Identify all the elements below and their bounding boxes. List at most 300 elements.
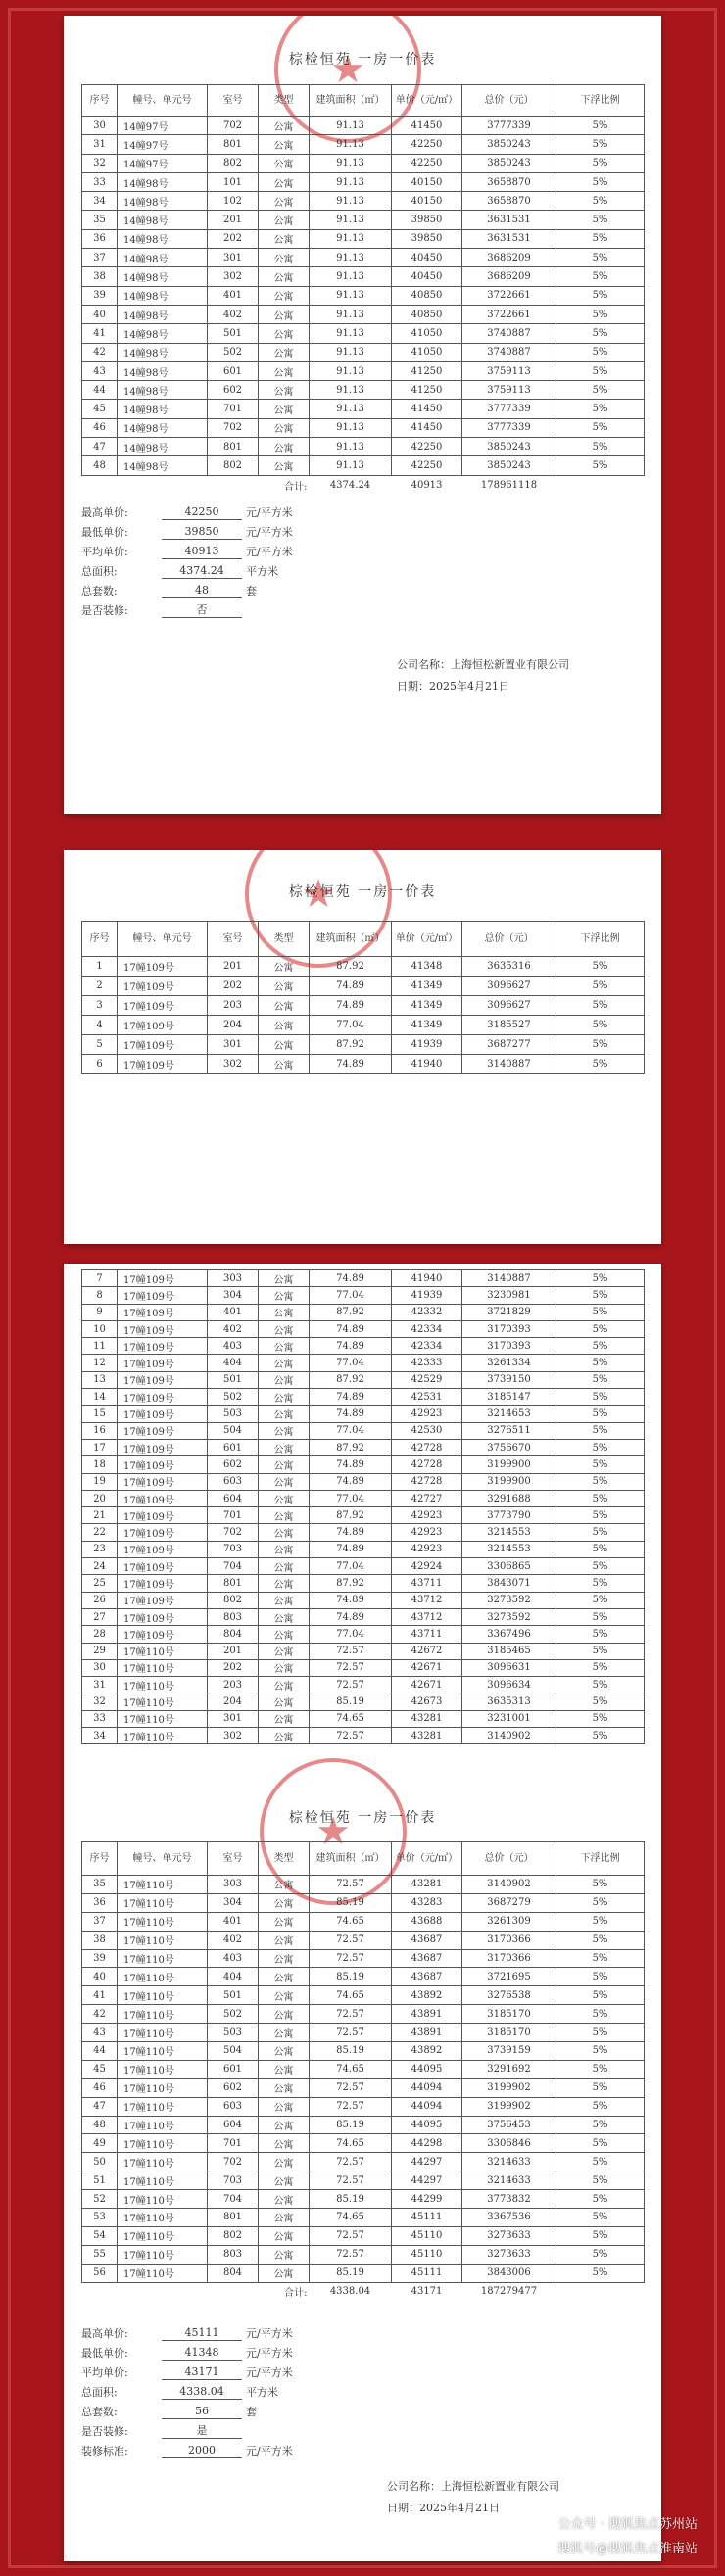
summary-unit: 元/平方米 (246, 2347, 293, 2360)
cell-room: 603 (208, 1473, 259, 1490)
cell-building: 17幢110号 (118, 2005, 208, 2024)
cell-index: 2 (82, 977, 118, 996)
cell-area: 87.92 (310, 1439, 392, 1455)
cell-unit-price: 41349 (392, 1016, 462, 1035)
table-row (82, 1643, 645, 1659)
cell-building: 17幢109号 (118, 1575, 208, 1592)
cell-discount: 5% (556, 1541, 645, 1557)
column-header: 建筑面积（㎡） (310, 922, 392, 957)
cell-area: 72.57 (310, 1931, 392, 1949)
cell-discount: 5% (556, 381, 645, 400)
table-row (82, 1389, 645, 1406)
cell-unit-price: 42250 (392, 438, 462, 456)
cell-unit-price: 43711 (392, 1575, 462, 1592)
table-row (82, 229, 645, 248)
cell-index: 3 (82, 996, 118, 1016)
cell-total-price: 3214653 (462, 1406, 556, 1422)
cell-type: 公寓 (259, 2264, 310, 2282)
summary-row (81, 2341, 293, 2361)
cell-building: 17幢109号 (118, 1016, 208, 1035)
cell-total-price: 3777339 (462, 400, 556, 418)
cell-index: 1 (82, 957, 118, 977)
summary-label: 总面积: (81, 2386, 118, 2399)
table-row (82, 2245, 645, 2264)
cell-total-price: 3140887 (462, 1270, 556, 1287)
cell-building: 17幢109号 (118, 1035, 208, 1055)
cell-unit-price: 43687 (392, 1931, 462, 1949)
cell-area: 72.57 (310, 2078, 392, 2097)
cell-discount: 5% (556, 2097, 645, 2116)
cell-index: 33 (82, 172, 118, 191)
cell-total-price: 3185147 (462, 1389, 556, 1406)
cell-index: 16 (82, 1422, 118, 1439)
cell-area: 72.57 (310, 1949, 392, 1968)
cell-discount: 5% (556, 1659, 645, 1676)
cell-unit-price: 43712 (392, 1592, 462, 1608)
cell-area: 72.57 (310, 2171, 392, 2190)
cell-type: 公寓 (259, 361, 310, 380)
company-name: 公司名称：上海恒松新置业有限公司 (387, 2480, 559, 2493)
cell-room: 602 (208, 1456, 259, 1473)
cell-area: 74.89 (310, 1473, 392, 1490)
cell-room: 602 (208, 2078, 259, 2097)
cell-room: 403 (208, 1338, 259, 1355)
cell-index: 56 (82, 2264, 118, 2282)
cell-total-price: 3843071 (462, 1575, 556, 1592)
cell-building: 14幢98号 (118, 324, 208, 343)
cell-building: 17幢110号 (118, 1931, 208, 1949)
cell-building: 14幢98号 (118, 249, 208, 267)
column-header: 室号 (208, 85, 259, 117)
cell-index: 15 (82, 1406, 118, 1422)
cell-index: 4 (82, 1016, 118, 1035)
summary-value: 4374.24 (162, 563, 242, 579)
column-header: 类型 (259, 85, 310, 117)
cell-room: 201 (208, 211, 259, 229)
cell-index: 34 (82, 192, 118, 211)
cell-unit-price: 41450 (392, 418, 462, 437)
watermark (535, 2513, 698, 2556)
cell-index: 26 (82, 1592, 118, 1608)
cell-room: 301 (208, 1035, 259, 1055)
cell-total-price: 3199900 (462, 1456, 556, 1473)
cell-unit-price: 42728 (392, 1473, 462, 1490)
cell-building: 17幢110号 (118, 1968, 208, 1986)
cell-room: 601 (208, 2060, 259, 2078)
summary-value: 56 (162, 2404, 242, 2419)
cell-total-price: 3686209 (462, 249, 556, 267)
summary-value: 40913 (162, 544, 242, 559)
cell-unit-price: 42250 (392, 135, 462, 154)
cell-area: 91.13 (310, 249, 392, 267)
summary-row (81, 540, 293, 559)
cell-unit-price: 42672 (392, 1643, 462, 1659)
cell-area: 91.13 (310, 400, 392, 418)
cell-index: 13 (82, 1371, 118, 1388)
cell-total-price: 3721829 (462, 1304, 556, 1320)
empty-cell (118, 2282, 208, 2301)
cell-total-price: 3170366 (462, 1949, 556, 1968)
cell-discount: 5% (556, 267, 645, 286)
cell-index: 21 (82, 1507, 118, 1524)
cell-total-price: 3306865 (462, 1558, 556, 1575)
cell-room: 703 (208, 1541, 259, 1557)
cell-type: 公寓 (259, 2060, 310, 2078)
cell-building: 17幢109号 (118, 996, 208, 1016)
cell-unit-price: 43281 (392, 1876, 462, 1894)
cell-total-price: 3096627 (462, 996, 556, 1016)
table-row (82, 2209, 645, 2227)
cell-total-price: 3306846 (462, 2134, 556, 2153)
cell-index: 42 (82, 343, 118, 361)
table-row (82, 1912, 645, 1931)
cell-building: 17幢110号 (118, 1677, 208, 1693)
cell-discount: 5% (556, 154, 645, 172)
cell-discount: 5% (556, 1287, 645, 1304)
cell-total-price: 3773790 (462, 1507, 556, 1524)
summary-value: 是 (162, 2423, 242, 2439)
cell-type: 公寓 (259, 1558, 310, 1575)
cell-building: 14幢98号 (118, 305, 208, 323)
cell-unit-price: 43281 (392, 1710, 462, 1727)
cell-unit-price: 40150 (392, 172, 462, 191)
cell-unit-price: 43687 (392, 1968, 462, 1986)
cell-type: 公寓 (259, 381, 310, 400)
cell-area: 77.04 (310, 1422, 392, 1439)
summary-row (81, 2439, 293, 2458)
cell-building: 17幢110号 (118, 2209, 208, 2227)
summary-value: 39850 (162, 524, 242, 540)
cell-type: 公寓 (259, 957, 310, 977)
cell-unit-price: 42333 (392, 1355, 462, 1371)
cell-room: 404 (208, 1355, 259, 1371)
cell-index: 30 (82, 117, 118, 135)
cell-discount: 5% (556, 2190, 645, 2209)
cell-area: 77.04 (310, 1287, 392, 1304)
cell-room: 203 (208, 1677, 259, 1693)
column-header: 幢号、单元号 (118, 1842, 208, 1876)
cell-type: 公寓 (259, 1677, 310, 1693)
table-row (82, 1968, 645, 1986)
cell-index: 12 (82, 1355, 118, 1371)
cell-discount: 5% (556, 361, 645, 380)
cell-index: 22 (82, 1524, 118, 1541)
cell-unit-price: 42923 (392, 1524, 462, 1541)
cell-room: 402 (208, 1320, 259, 1337)
cell-discount: 5% (556, 1406, 645, 1422)
cell-area: 91.13 (310, 286, 392, 305)
cell-total-price: 3722661 (462, 305, 556, 323)
cell-type: 公寓 (259, 305, 310, 323)
table-row (82, 1626, 645, 1643)
cell-area: 72.57 (310, 1876, 392, 1894)
cell-area: 85.19 (310, 1893, 392, 1912)
cell-room: 202 (208, 977, 259, 996)
cell-type: 公寓 (259, 211, 310, 229)
cell-room: 801 (208, 135, 259, 154)
cell-building: 17幢110号 (118, 1986, 208, 2005)
cell-unit-price: 41050 (392, 324, 462, 343)
cell-area: 74.89 (310, 1592, 392, 1608)
cell-building: 17幢110号 (118, 2042, 208, 2061)
cell-room: 403 (208, 1949, 259, 1968)
cell-total-price: 3687279 (462, 1893, 556, 1912)
cell-unit-price: 44298 (392, 2134, 462, 2153)
cell-type: 公寓 (259, 456, 310, 475)
cell-unit-price: 42728 (392, 1439, 462, 1455)
cell-type: 公寓 (259, 1693, 310, 1710)
cell-discount: 5% (556, 1728, 645, 1744)
cell-discount: 5% (556, 1371, 645, 1388)
cell-building: 17幢110号 (118, 2078, 208, 2097)
summary-value: 48 (162, 583, 242, 598)
cell-unit-price: 43891 (392, 2005, 462, 2024)
column-header: 下浮比例 (556, 1842, 645, 1876)
cell-area: 74.65 (310, 1912, 392, 1931)
summary-unit: 平方米 (246, 565, 278, 578)
cell-room: 202 (208, 229, 259, 248)
summary-value: 42250 (162, 504, 242, 520)
cell-area: 91.13 (310, 418, 392, 437)
column-header: 幢号、单元号 (118, 922, 208, 957)
cell-type: 公寓 (259, 1422, 310, 1439)
cell-type: 公寓 (259, 1507, 310, 1524)
cell-discount: 5% (556, 192, 645, 211)
cell-total-price: 3230981 (462, 1287, 556, 1304)
cell-area: 72.57 (310, 2005, 392, 2024)
cell-total-price: 3686209 (462, 267, 556, 286)
company-block (397, 654, 569, 697)
column-header: 下浮比例 (556, 922, 645, 957)
cell-building: 17幢110号 (118, 2060, 208, 2078)
table-row (82, 1575, 645, 1592)
cell-unit-price: 42727 (392, 1490, 462, 1506)
cell-type: 公寓 (259, 286, 310, 305)
summary-label: 最高单价: (81, 506, 128, 519)
cell-room: 803 (208, 2245, 259, 2264)
cell-building: 17幢110号 (118, 2171, 208, 2190)
cell-type: 公寓 (259, 2097, 310, 2116)
table-row (82, 400, 645, 418)
table-row (82, 343, 645, 361)
cell-discount: 5% (556, 400, 645, 418)
cell-room: 603 (208, 2097, 259, 2116)
cell-total-price: 3096634 (462, 1677, 556, 1693)
cell-area: 74.89 (310, 996, 392, 1016)
cell-area: 91.13 (310, 456, 392, 475)
cell-unit-price: 42250 (392, 456, 462, 475)
cell-building: 17幢109号 (118, 957, 208, 977)
column-header: 总价（元） (462, 922, 556, 957)
cell-room: 702 (208, 418, 259, 437)
table-row (82, 1541, 645, 1557)
cell-unit-price: 41348 (392, 957, 462, 977)
cell-total-price: 3850243 (462, 438, 556, 456)
cell-type: 公寓 (259, 1912, 310, 1931)
table-row (82, 211, 645, 229)
cell-discount: 5% (556, 117, 645, 135)
cell-area: 74.89 (310, 1541, 392, 1557)
column-header: 序号 (82, 1842, 118, 1876)
cell-index: 37 (82, 1912, 118, 1931)
cell-discount: 5% (556, 1490, 645, 1506)
summary-row (81, 520, 293, 540)
cell-unit-price: 42923 (392, 1541, 462, 1557)
cell-discount: 5% (556, 1693, 645, 1710)
cell-building: 17幢109号 (118, 1304, 208, 1320)
cell-building: 17幢110号 (118, 1710, 208, 1727)
cell-type: 公寓 (259, 1626, 310, 1643)
cell-discount: 5% (556, 1626, 645, 1643)
cell-total-price: 3740887 (462, 324, 556, 343)
cell-unit-price: 43892 (392, 1986, 462, 2005)
summary-value: 否 (162, 602, 242, 618)
cell-total-price: 3721695 (462, 1968, 556, 1986)
cell-total-price: 3231001 (462, 1710, 556, 1727)
cell-discount: 5% (556, 2024, 645, 2042)
cell-room: 702 (208, 2153, 259, 2171)
cell-discount: 5% (556, 1575, 645, 1592)
price-sheet-3 (64, 1264, 661, 2561)
cell-building: 17幢109号 (118, 1338, 208, 1355)
table-row (82, 192, 645, 211)
cell-room: 702 (208, 117, 259, 135)
price-table (81, 84, 645, 495)
cell-total-price: 3199902 (462, 2097, 556, 2116)
cell-area: 74.89 (310, 1608, 392, 1625)
cell-room: 501 (208, 324, 259, 343)
cell-index: 30 (82, 1659, 118, 1676)
table-row (82, 1507, 645, 1524)
cell-room: 804 (208, 1626, 259, 1643)
cell-unit-price: 43688 (392, 1912, 462, 1931)
cell-unit-price: 42923 (392, 1406, 462, 1422)
cell-building: 17幢110号 (118, 1659, 208, 1676)
summary-unit: 平方米 (246, 2386, 278, 2399)
cell-room: 601 (208, 361, 259, 380)
cell-index: 51 (82, 2171, 118, 2190)
empty-cell (82, 475, 118, 495)
cell-unit-price: 40850 (392, 286, 462, 305)
cell-unit-price: 45110 (392, 2226, 462, 2245)
cell-building: 17幢109号 (118, 1406, 208, 1422)
cell-building: 17幢109号 (118, 1320, 208, 1337)
cell-unit-price: 41940 (392, 1055, 462, 1074)
summary-unit: 元/平方米 (246, 546, 293, 558)
cell-unit-price: 42334 (392, 1320, 462, 1337)
cell-building: 14幢98号 (118, 192, 208, 211)
cell-unit-price: 42250 (392, 154, 462, 172)
cell-discount: 5% (556, 1507, 645, 1524)
table-row (82, 1949, 645, 1968)
summary-label: 是否装修: (81, 2425, 128, 2438)
cell-area: 91.13 (310, 324, 392, 343)
cell-index: 35 (82, 1876, 118, 1894)
cell-type: 公寓 (259, 977, 310, 996)
cell-discount: 5% (556, 211, 645, 229)
cell-total-price: 3631531 (462, 229, 556, 248)
table-row (82, 1338, 645, 1355)
issue-date: 日期：2025年4月21日 (397, 680, 509, 692)
cell-type: 公寓 (259, 1055, 310, 1074)
cell-building: 14幢98号 (118, 229, 208, 248)
cell-total-price: 3759113 (462, 381, 556, 400)
cell-area: 72.57 (310, 2153, 392, 2171)
cell-unit-price: 41050 (392, 343, 462, 361)
cell-discount: 5% (556, 418, 645, 437)
cell-area: 91.13 (310, 267, 392, 286)
table-row (82, 418, 645, 437)
summary-unit: 元/平方米 (246, 506, 293, 519)
cell-total-price: 3096627 (462, 977, 556, 996)
cell-discount: 5% (556, 1524, 645, 1541)
cell-discount: 5% (556, 1055, 645, 1074)
cell-discount: 5% (556, 1338, 645, 1355)
cell-discount: 5% (556, 1710, 645, 1727)
cell-type: 公寓 (259, 2134, 310, 2153)
cell-unit-price: 45110 (392, 2245, 462, 2264)
cell-room: 802 (208, 154, 259, 172)
cell-total-price: 3276538 (462, 1986, 556, 2005)
total-area: 4374.24 (329, 479, 371, 491)
cell-room: 401 (208, 1912, 259, 1931)
cell-index: 49 (82, 2134, 118, 2153)
cell-unit-price: 43712 (392, 1608, 462, 1625)
cell-index: 53 (82, 2209, 118, 2227)
cell-discount: 5% (556, 977, 645, 996)
cell-discount: 5% (556, 2171, 645, 2190)
cell-building: 17幢109号 (118, 977, 208, 996)
cell-area: 85.19 (310, 1693, 392, 1710)
watermark-account: 公众号 · 搜狐焦点苏州站 (557, 2517, 698, 2532)
table-row (82, 2134, 645, 2153)
cell-total-price: 3850243 (462, 135, 556, 154)
cell-index: 44 (82, 381, 118, 400)
table-row (82, 2060, 645, 2078)
cell-unit-price: 44095 (392, 2060, 462, 2078)
cell-building: 17幢109号 (118, 1541, 208, 1557)
cell-room: 703 (208, 2171, 259, 2190)
cell-building: 17幢110号 (118, 2264, 208, 2282)
cell-area: 74.89 (310, 1338, 392, 1355)
summary-unit: 元/平方米 (246, 2445, 293, 2457)
table-header-row (82, 1842, 645, 1876)
cell-total-price: 3185527 (462, 1016, 556, 1035)
table-header-row (82, 922, 645, 957)
cell-room: 701 (208, 2134, 259, 2153)
table-row (82, 324, 645, 343)
cell-area: 87.92 (310, 1507, 392, 1524)
cell-type: 公寓 (259, 249, 310, 267)
cell-discount: 5% (556, 1643, 645, 1659)
cell-index: 28 (82, 1626, 118, 1643)
table-row (82, 1016, 645, 1035)
cell-area: 72.57 (310, 2226, 392, 2245)
cell-index: 27 (82, 1608, 118, 1625)
cell-total-price: 3850243 (462, 456, 556, 475)
empty-cell (556, 475, 645, 495)
table-row (82, 2226, 645, 2245)
cell-type: 公寓 (259, 1338, 310, 1355)
table-row (82, 2097, 645, 2116)
cell-total-price: 3170366 (462, 1931, 556, 1949)
cell-discount: 5% (556, 456, 645, 475)
table-row (82, 117, 645, 135)
cell-room: 501 (208, 1986, 259, 2005)
table-row (82, 1893, 645, 1912)
cell-unit-price: 45111 (392, 2264, 462, 2282)
cell-discount: 5% (556, 229, 645, 248)
